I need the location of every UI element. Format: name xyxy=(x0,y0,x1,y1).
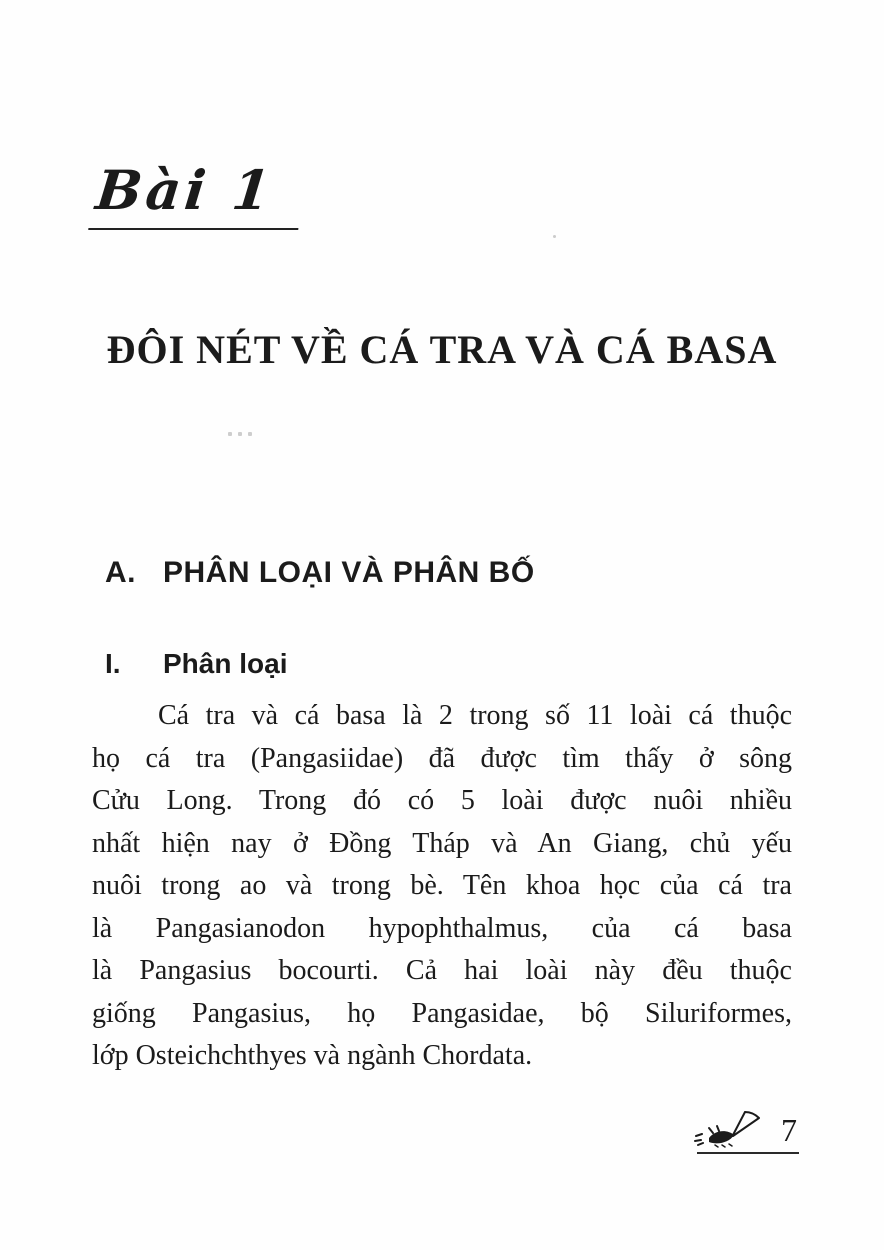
paragraph-line: lớp Osteichchthyes và ngành Chordata. xyxy=(92,1040,533,1071)
paragraph-line: là Pangasius bocourti. Cả hai loài này đều thuộc xyxy=(92,955,792,986)
paragraph-line: là Pangasianodon hypophthalmus, của cá basa xyxy=(92,912,792,944)
chapter-title: ĐÔI NÉT VỀ CÁ TRA VÀ CÁ BASA xyxy=(106,327,778,372)
subsection-marker: I. xyxy=(105,648,121,679)
body-paragraph xyxy=(92,695,792,1078)
scan-speck xyxy=(553,235,556,238)
paragraph-line: họ cá tra (Pangasiidae) đã được tìm thấy ở sông xyxy=(92,742,792,774)
footer-underline xyxy=(697,1152,799,1154)
paragraph-line: Cửu Long. Trong đó có 5 loài được nuôi nhiều xyxy=(92,785,792,816)
section-heading-text: PHÂN LOẠI VÀ PHÂN BỐ xyxy=(163,556,535,589)
section-marker: A. xyxy=(105,556,136,589)
page-number: 7 xyxy=(781,1112,797,1148)
scan-artifact-dots xyxy=(228,432,252,436)
section-heading xyxy=(105,556,535,590)
subsection-heading-text: Phân loại xyxy=(163,648,288,679)
paragraph-line: nhất hiện nay ở Đồng Tháp và An Giang, chủ yếu xyxy=(92,827,792,859)
lesson-label: Bài 1 xyxy=(88,158,305,230)
fish-doodle-icon xyxy=(693,1106,763,1150)
paragraph-line: nuôi trong ao và trong bè. Tên khoa học của cá tra xyxy=(92,870,792,901)
subsection-heading xyxy=(105,648,287,680)
page-footer xyxy=(693,1104,797,1156)
paragraph-line: giống Pangasius, họ Pangasidae, bộ Siluriformes, xyxy=(92,997,792,1029)
paragraph-line: Cá tra và cá basa là 2 trong số 11 loài cá thuộc xyxy=(158,700,792,731)
